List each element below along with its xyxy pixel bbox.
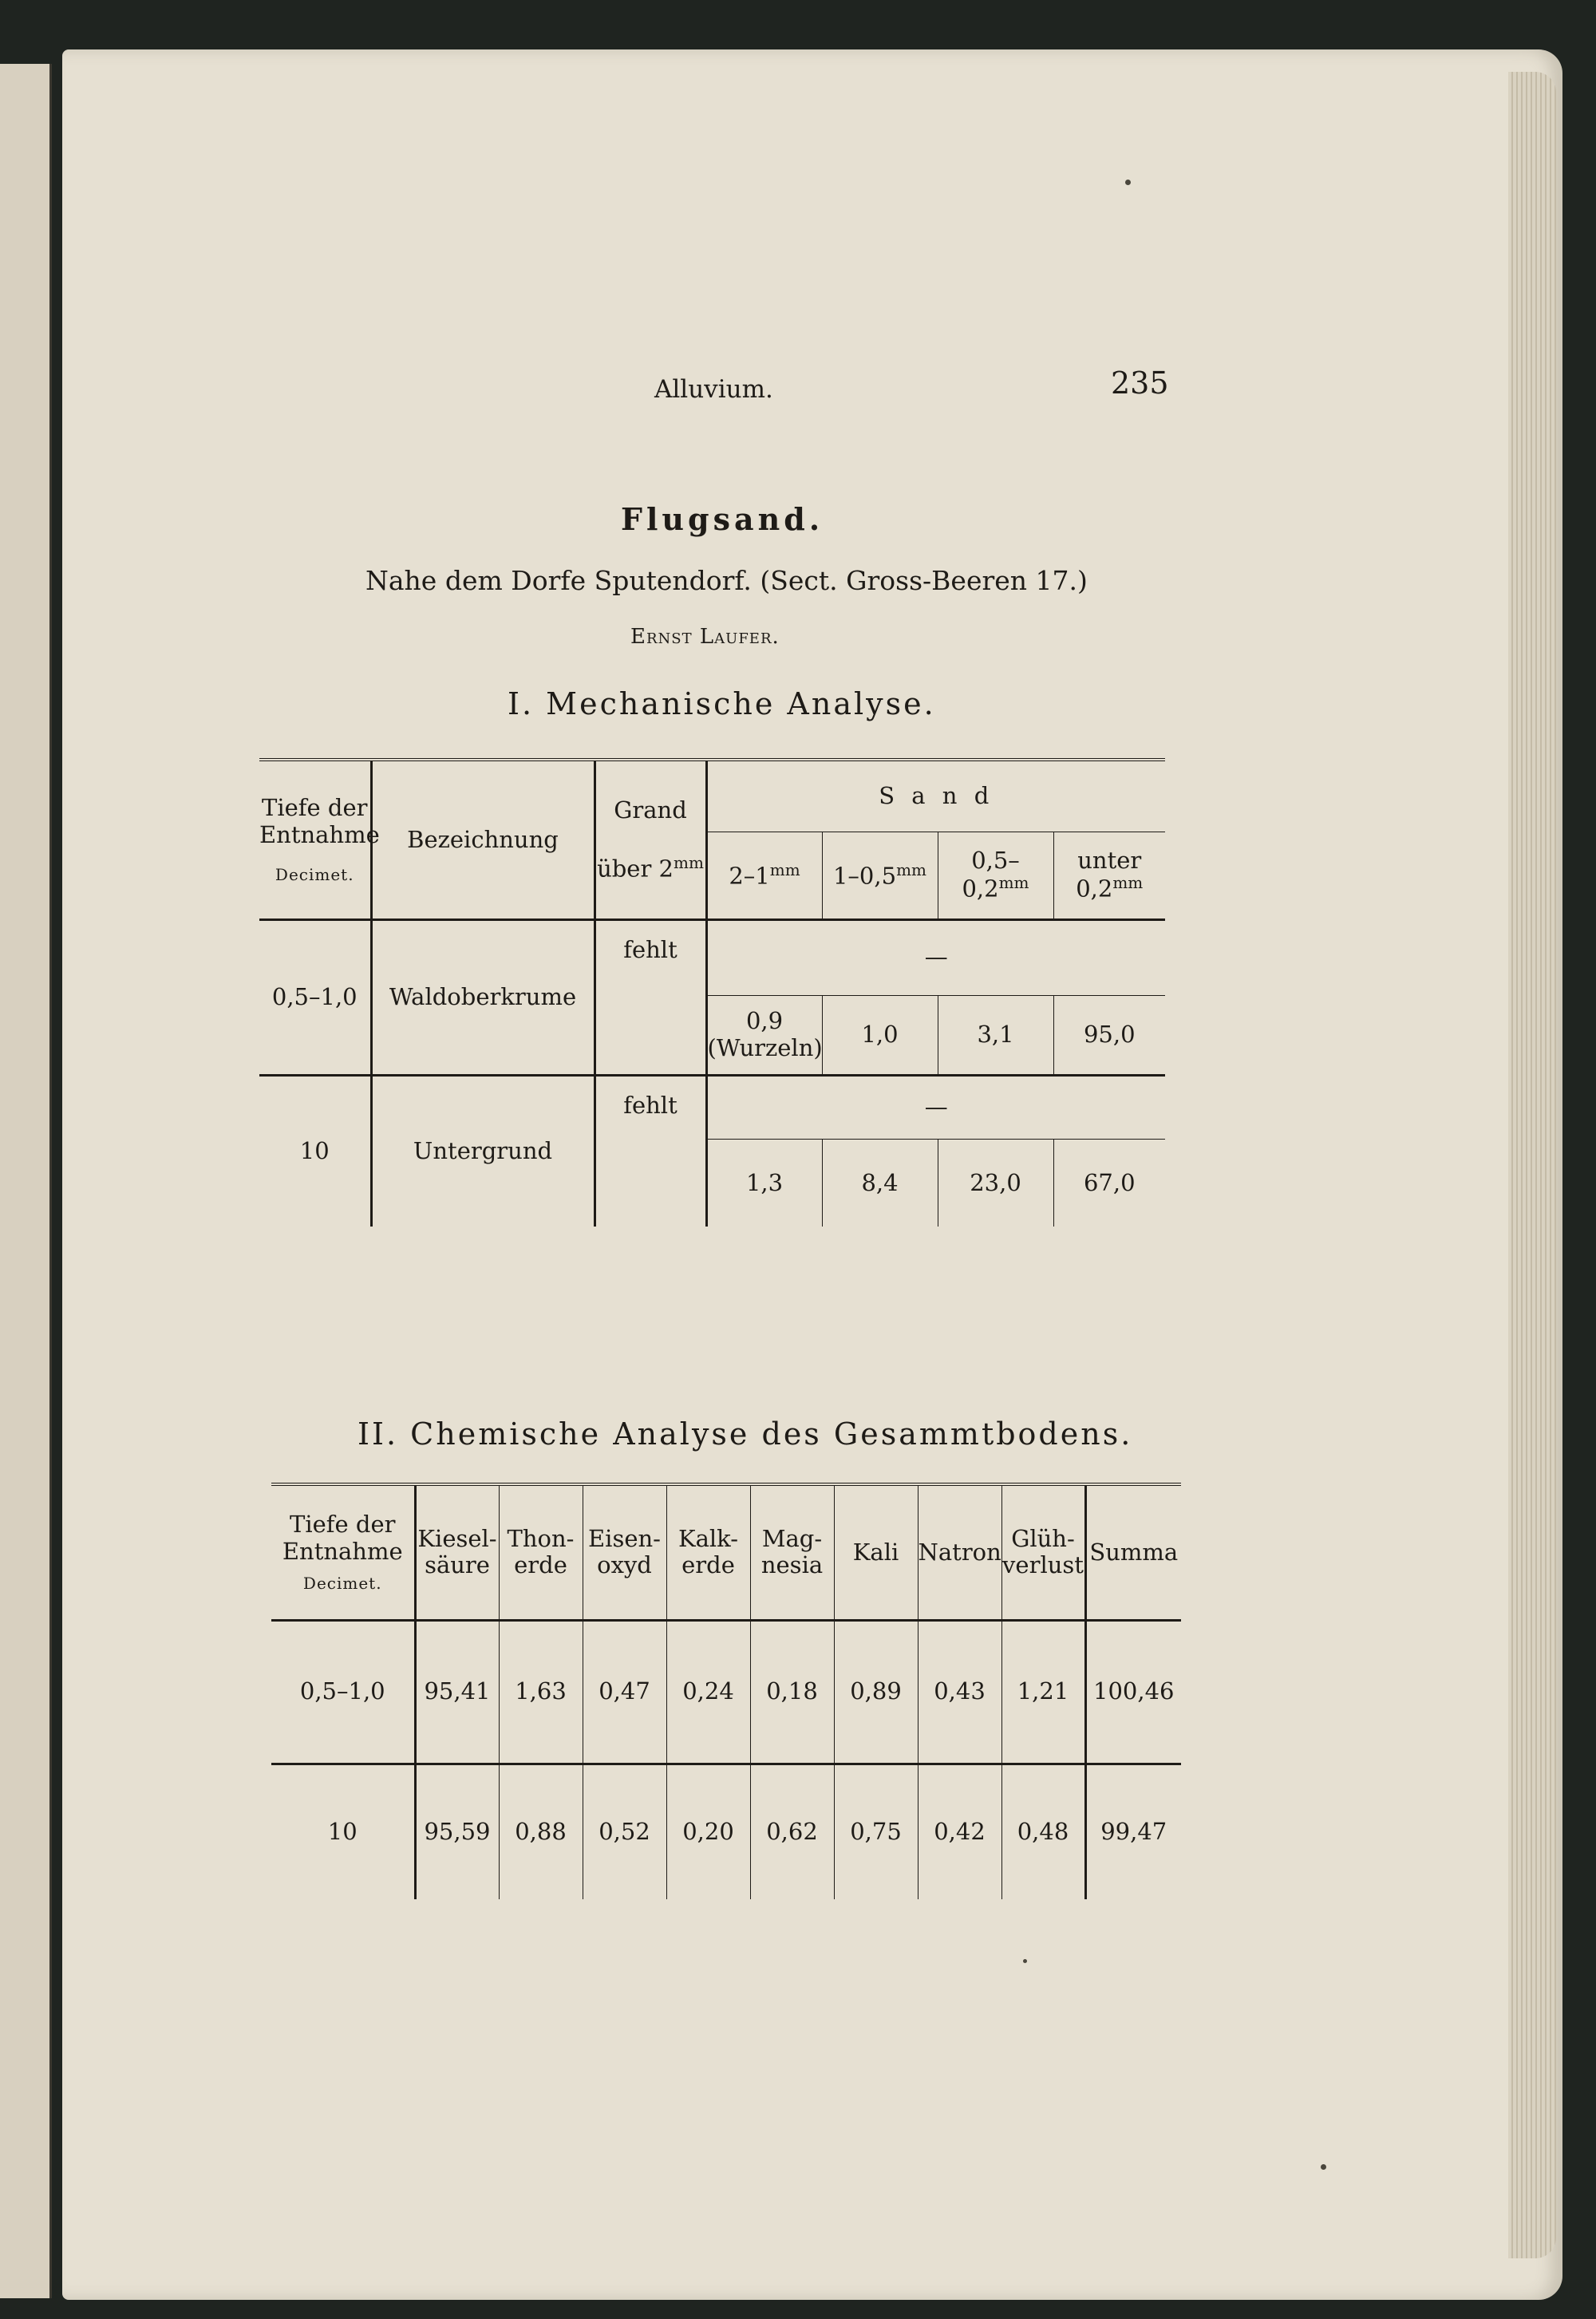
header-col: Natron [918,1484,1001,1620]
header-grand: Grand über $2^{mm}$ [595,760,706,919]
author: Ernst Laufer. [630,625,780,649]
mechanical-analysis-table [259,758,1165,1227]
cell-sand-value: 0,9 (Wurzeln) [706,995,822,1075]
header-sand-unter-02: unter $0,2^{mm}$ [1053,832,1165,919]
cell-tiefe: 0,5–1,0 [259,919,371,1075]
header-sand-1-05: $1-0,5^{mm}$ [822,832,938,919]
header-bezeichnung: Bezeichnung [371,760,595,919]
table-row [259,919,1165,995]
cell-value: 0,52 [583,1764,666,1899]
cell-sand-value: 1,3 [706,1139,822,1227]
header-sand-2-1: $2-1^{mm}$ [706,832,822,919]
header-col: Thon-erde [499,1484,583,1620]
cell-value: 0,62 [750,1764,834,1899]
cell-value: 0,20 [666,1764,750,1899]
cell-value: 100,46 [1085,1620,1181,1764]
header-col: Eisen-oxyd [583,1484,666,1620]
cell-tiefe: 10 [327,1818,358,1846]
page-title: Flugsand. [621,501,824,537]
cell-value: 0,18 [750,1620,834,1764]
cell-bezeichnung: Untergrund [371,1075,595,1227]
header-col: Kalk-erde [666,1484,750,1620]
header-sand-05-02: $0,5-0,2^{mm}$ [938,832,1053,919]
paper-speck [1023,1959,1027,1963]
cell-value: 95,59 [415,1764,499,1899]
table-row [259,1075,1165,1139]
page-edges [1508,72,1556,2258]
cell-value: 0,48 [1001,1764,1085,1899]
page-number: 235 [1111,365,1169,401]
paper-speck [1321,2164,1326,2170]
running-head: Alluvium. [654,375,773,404]
header-tiefe: Tiefe der Entnahme Decimet. [271,1484,415,1620]
cell-grand: fehlt [595,919,706,1075]
cell-value: 1,21 [1001,1620,1085,1764]
cell-bezeichnung: Waldoberkrume [371,919,595,1075]
cell-value: 0,88 [499,1764,583,1899]
header-decimet: Decimet. [275,865,354,885]
header-sand: S a n d [706,760,1165,832]
subtitle: Nahe dem Dorfe Sputendorf. (Sect. Gross-Beeren 17.) [365,565,1088,596]
section-heading-chemical: II. Chemische Analyse des Gesammtbodens. [358,1416,1133,1452]
cell-sand-value: 67,0 [1053,1139,1165,1227]
cell-sand-dash: — [706,1075,1165,1139]
cell-grand: fehlt [595,1075,706,1227]
cell-value: 0,43 [918,1620,1001,1764]
cell-sand-value: 1,0 [822,995,938,1075]
table-row [271,1764,1181,1899]
header-col: Kali [834,1484,918,1620]
section-heading-mechanical: I. Mechanische Analyse. [508,686,936,721]
header-decimet: Decimet. [302,1574,382,1594]
chemical-analysis-table [271,1483,1181,1899]
cell-value: 0,75 [834,1764,918,1899]
cell-sand-dash: — [706,919,1165,995]
cell-sand-value: 8,4 [822,1139,938,1227]
cell-value: 95,41 [415,1620,499,1764]
cell-value: 99,47 [1085,1764,1181,1899]
cell-value: 1,63 [499,1620,583,1764]
header-col: Kiesel-säure [415,1484,499,1620]
header-tiefe: Tiefe der Entnahme Decimet. [259,760,371,919]
header-col: Glüh-verlust [1001,1484,1085,1620]
cell-sand-value: 3,1 [938,995,1053,1075]
left-page-edge [0,64,52,2298]
table-row [271,1620,1181,1764]
cell-value: 0,47 [583,1620,666,1764]
cell-tiefe: 0,5–1,0 [271,1620,415,1764]
header-col: Summa [1085,1484,1181,1620]
cell-sand-value: 23,0 [938,1139,1053,1227]
cell-sand-value: 95,0 [1053,995,1165,1075]
cell-value: 0,89 [834,1620,918,1764]
header-col: Mag-nesia [750,1484,834,1620]
paper-speck [1125,180,1131,185]
cell-value: 0,24 [666,1620,750,1764]
cell-value: 0,42 [918,1764,1001,1899]
cell-tiefe: 10 [299,1137,330,1165]
header-grand-sub: über 2 [597,855,674,883]
